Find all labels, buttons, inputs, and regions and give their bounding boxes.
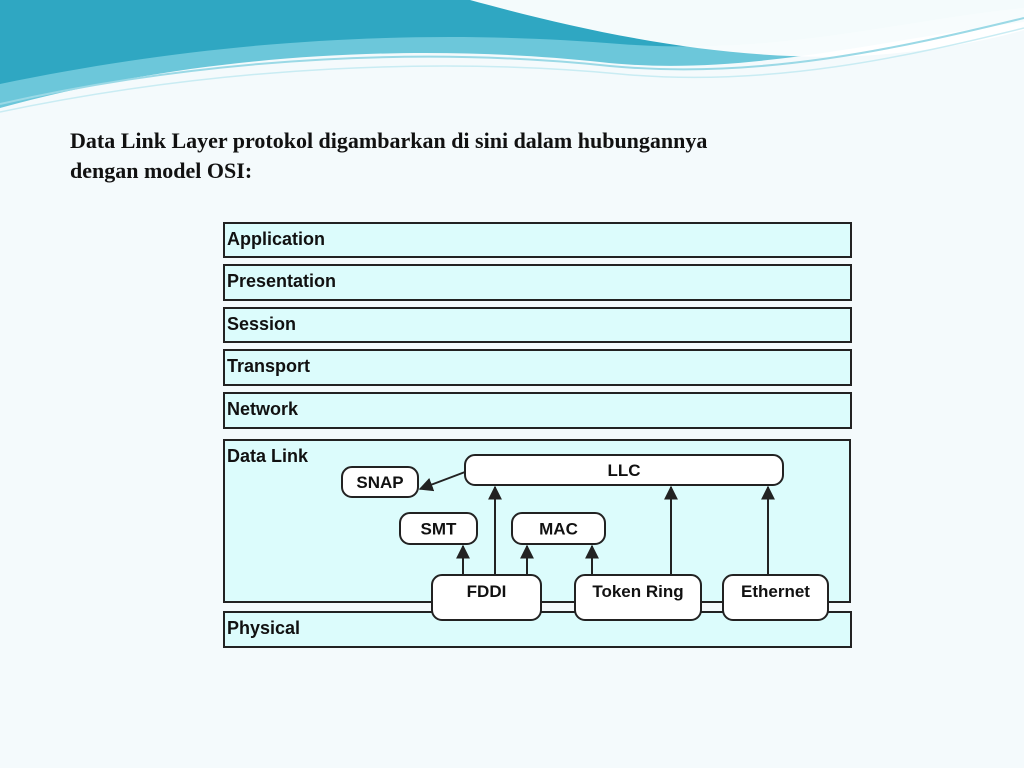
protocol-fddi-label: FDDI <box>466 582 507 601</box>
layer-network-label: Network <box>227 399 299 419</box>
protocol-mac-label: MAC <box>539 519 578 539</box>
layer-transport-box <box>224 350 851 385</box>
heading-line-1: Data Link Layer protokol digambarkan di sini dalam hubungannya <box>70 128 708 153</box>
layer-network-box <box>224 393 851 428</box>
layer-physical-label: Physical <box>227 618 301 638</box>
protocol-snap-label: SNAP <box>356 473 404 492</box>
layer-application-label: Application <box>227 229 325 249</box>
protocol-ethernet-label: Ethernet <box>741 582 810 601</box>
layer-presentation-label: Presentation <box>227 271 337 291</box>
layer-session-label: Session <box>227 314 297 334</box>
layer-data-link-label: Data Link <box>227 446 309 466</box>
layer-transport-label: Transport <box>227 356 311 376</box>
protocol-smt-label: SMT <box>420 519 457 539</box>
heading-line-2: dengan model OSI: <box>70 158 253 183</box>
layer-session-box <box>224 308 851 342</box>
protocol-token-ring-label: Token Ring <box>592 582 684 601</box>
protocol-llc-label: LLC <box>607 461 641 480</box>
